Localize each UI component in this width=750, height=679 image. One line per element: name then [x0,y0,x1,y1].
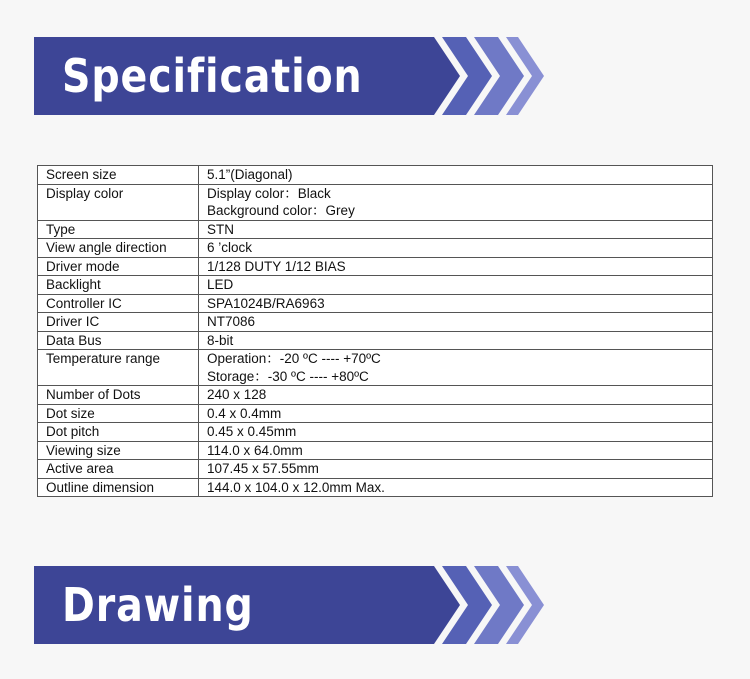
spec-label: Number of Dots [38,386,199,405]
spec-label: View angle direction [38,239,199,258]
spec-value: 1/128 DUTY 1/12 BIAS [199,257,713,276]
spec-row [38,460,713,479]
spec-row [38,166,713,185]
spec-value: 8-bit [199,331,713,350]
spec-label: Temperature range [38,350,199,386]
spec-label: Controller IC [38,294,199,313]
spec-label: Dot size [38,404,199,423]
spec-value: 144.0 x 104.0 x 12.0mm Max. [199,478,713,497]
spec-row [38,313,713,332]
spec-label: Active area [38,460,199,479]
spec-value: NT7086 [199,313,713,332]
spec-row [38,331,713,350]
spec-label: Screen size [38,166,199,185]
spec-label: Data Bus [38,331,199,350]
spec-row [38,478,713,497]
spec-label: Viewing size [38,441,199,460]
spec-row [38,404,713,423]
spec-value: 240 x 128 [199,386,713,405]
spec-row [38,276,713,295]
spec-label: Backlight [38,276,199,295]
spec-row [38,257,713,276]
spec-value: 6 ’clock [199,239,713,258]
spec-label: Type [38,220,199,239]
spec-value: Storage：-30 ºC ---- +80ºC [199,368,713,386]
specification-title: Specification [62,49,363,103]
spec-row [38,184,713,202]
spec-value: 107.45 x 57.55mm [199,460,713,479]
spec-value: LED [199,276,713,295]
spec-label: Driver mode [38,257,199,276]
spec-label: Dot pitch [38,423,199,442]
spec-row [38,350,713,368]
spec-value: Operation：-20 ºC ---- +70ºC [199,350,713,368]
spec-value: 5.1”(Diagonal) [199,166,713,185]
spec-value: 0.45 x 0.45mm [199,423,713,442]
spec-row [38,239,713,258]
spec-label: Outline dimension [38,478,199,497]
spec-label: Display color [38,184,199,220]
specification-banner [34,37,544,115]
spec-row [38,220,713,239]
spec-row [38,423,713,442]
drawing-banner [34,566,544,644]
spec-row [38,294,713,313]
spec-value: 114.0 x 64.0mm [199,441,713,460]
drawing-title: Drawing [62,578,254,632]
spec-label: Driver IC [38,313,199,332]
spec-table [37,165,713,497]
spec-value: SPA1024B/RA6963 [199,294,713,313]
spec-row [38,441,713,460]
spec-value: Display color：Black [199,184,713,202]
spec-row [38,386,713,405]
spec-value: Background color：Grey [199,202,713,220]
spec-value: STN [199,220,713,239]
spec-value: 0.4 x 0.4mm [199,404,713,423]
